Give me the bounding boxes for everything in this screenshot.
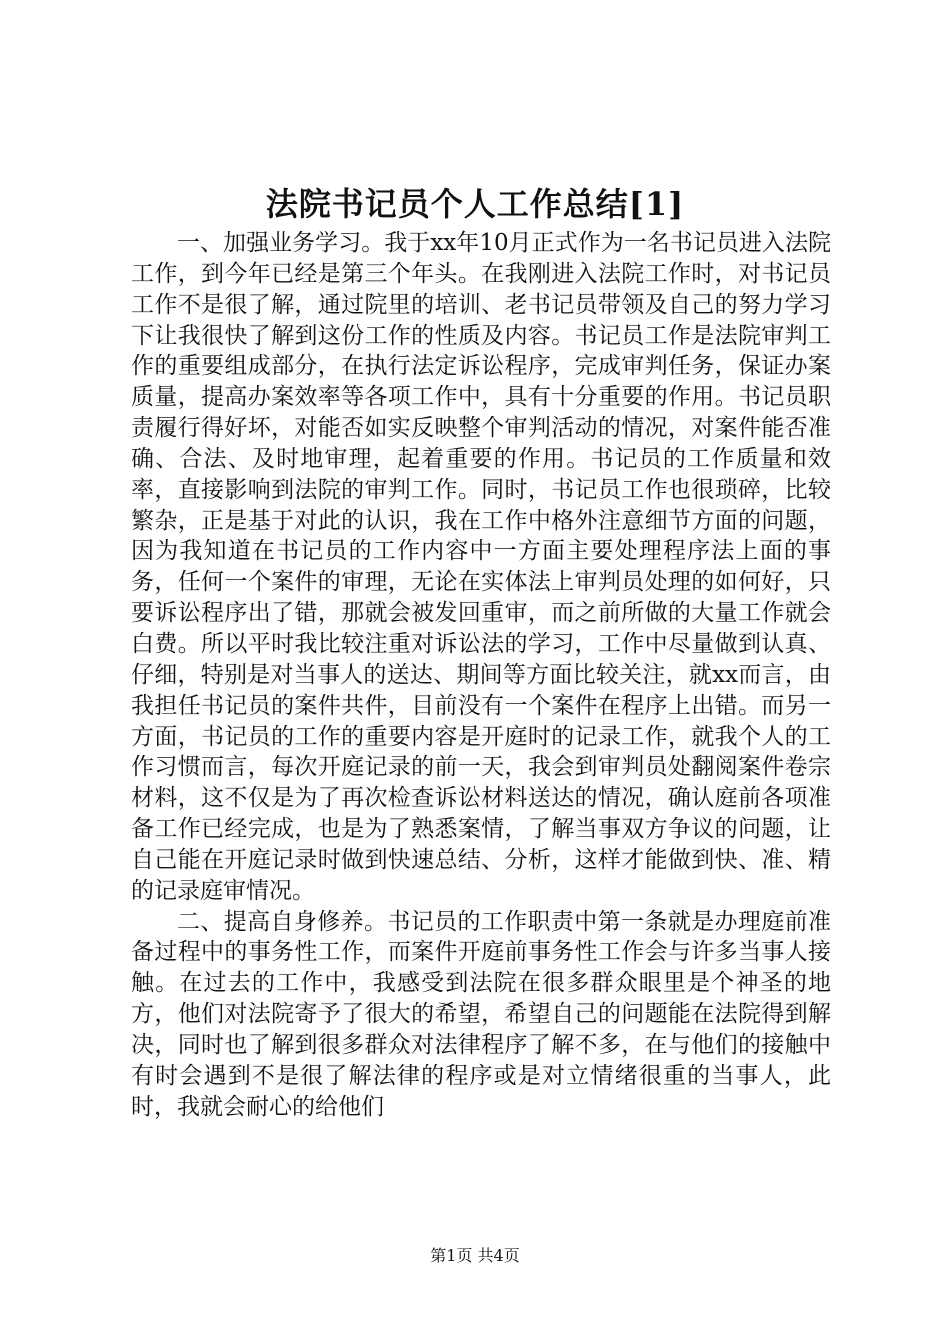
paragraph-1: 一、加强业务学习。我于xx年10月正式作为一名书记员进入法院工作，到今年已经是第三个年头。在我刚进入法院工作时，对书记员工作不是很了解，通过院里的培训、老书记员带领及自己的努力学习下让我很快了解到这份工作的性质及内容。书记员工作是法院审判工作的重要组成部分，在执行法定诉讼程序，完成审判任务，保证办案质量，提高办案效率等各项工作中，具有十分重要的作用。书记员职责履行得好坏，对能否如实反映整个审判活动的情况，对案件能否准确、合法、及时地审理，起着重要的作用。书记员的工作质量和效率，直接影响到法院的审判工作。同时，书记员工作也很琐碎，比较繁杂，正是基于对此的认识，我在工作中格外注意细节方面的问题，因为我知道在书记员的工作内容中一方面主要处理程序法上面的事务，任何一个案件的审理，无论在实体法上审判员处理的如何好，只要诉讼程序出了错，那就会被发回重审，而之前所做的大量工作就会白费。所以平时我比较注重对诉讼法的学习，工作中尽量做到认真、仔细，特别是对当事人的送达、期间等方面比较关注，就xx而言，由我担任书记员的案件共件，目前没有一个案件在程序上出错。而另一方面，书记员的工作的重要内容是开庭时的记录工作，就我个人的工作习惯而言，每次开庭记录的前一天，我会到审判员处翻阅案件卷宗材料，这不仅是为了再次检查诉讼材料送达的情况，确认庭前各项准备工作已经完成，也是为了熟悉案情，了解当事双方争议的问题，让自己能在开庭记录时做到快速总结、分析，这样才能做到快、准、精的记录庭审情况。 bbox=[131, 230, 831, 904]
paragraph-2: 二、提高自身修养。书记员的工作职责中第一条就是办理庭前准备过程中的事务性工作，而案件开庭前事务性工作会与许多当事人接触。在过去的工作中，我感受到法院在很多群众眼里是个神圣的地方，他们对法院寄予了很大的希望，希望自己的问题能在法院得到解决，同时也了解到很多群众对法律程序了解不多，在与他们的接触中有时会遇到不是很了解法律的程序或是对立情绪很重的当事人，此时，我就会耐心的给他们 bbox=[131, 908, 831, 1120]
page-footer: 第1页 共4页 bbox=[430, 1246, 520, 1265]
document-body bbox=[131, 228, 831, 1122]
document-title: 法院书记员个人工作总结[1] bbox=[265, 185, 685, 223]
